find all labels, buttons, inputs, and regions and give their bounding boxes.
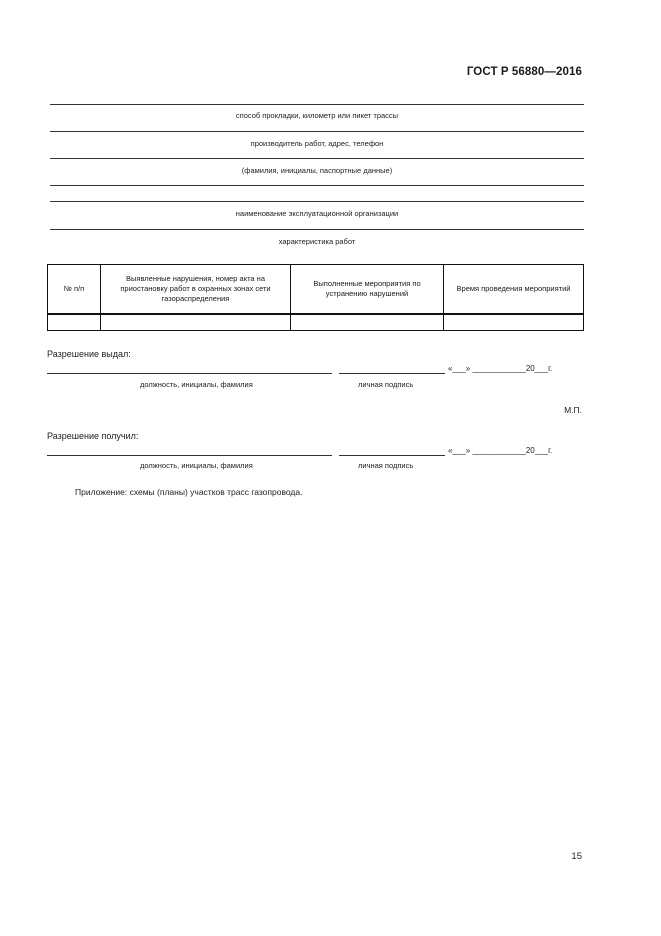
table-cell[interactable] (48, 314, 101, 331)
table-row (48, 314, 584, 331)
table-cell[interactable] (444, 314, 584, 331)
form-line (50, 104, 584, 105)
position-caption: должность, инициалы, фамилия (140, 461, 253, 470)
table-cell[interactable] (101, 314, 291, 331)
signature-caption: личная подпись (358, 380, 414, 389)
field-caption-route: способ прокладки, километр или пикет трассы (235, 111, 399, 120)
permission-issued-title: Разрешение выдал: (47, 349, 131, 359)
col-header-number: № п/п (48, 265, 101, 315)
appendix-note: Приложение: схемы (планы) участков трасс газопровода. (75, 487, 303, 497)
table-header-row (48, 265, 584, 315)
form-line (50, 229, 584, 230)
signature-field[interactable] (339, 455, 445, 456)
signature-field[interactable] (339, 373, 445, 374)
date-field[interactable]: «___» ____________20___г. (448, 364, 553, 373)
position-name-field[interactable] (47, 373, 332, 374)
position-caption: должность, инициалы, фамилия (140, 380, 253, 389)
field-caption-contractor: производитель работ, адрес, телефон (250, 139, 384, 148)
document-code: ГОСТ Р 56880—2016 (466, 66, 582, 78)
col-header-time: Время проведения мероприятий (444, 265, 584, 315)
permission-received-title: Разрешение получил: (47, 431, 139, 441)
field-caption-person: (фамилия, инициалы, паспортные данные) (241, 166, 393, 175)
date-field[interactable]: «___» ____________20___г. (448, 446, 553, 455)
field-caption-work: характеристика работ (278, 237, 356, 246)
position-name-field[interactable] (47, 455, 332, 456)
violations-table (47, 264, 584, 331)
form-line (50, 185, 584, 186)
form-line (50, 158, 584, 159)
form-line (50, 131, 584, 132)
form-line (50, 201, 584, 202)
col-header-violations: Выявленные нарушения, номер акта на приостановку работ в охранных зонах сети газораспределения (101, 265, 291, 315)
col-header-measures: Выполненные мероприятия по устранению нарушений (291, 265, 444, 315)
field-caption-organization: наименование эксплуатационной организации (235, 209, 399, 218)
page-number: 15 (571, 851, 582, 862)
signature-caption: личная подпись (358, 461, 414, 470)
stamp-label: М.П. (564, 405, 582, 415)
table-cell[interactable] (291, 314, 444, 331)
